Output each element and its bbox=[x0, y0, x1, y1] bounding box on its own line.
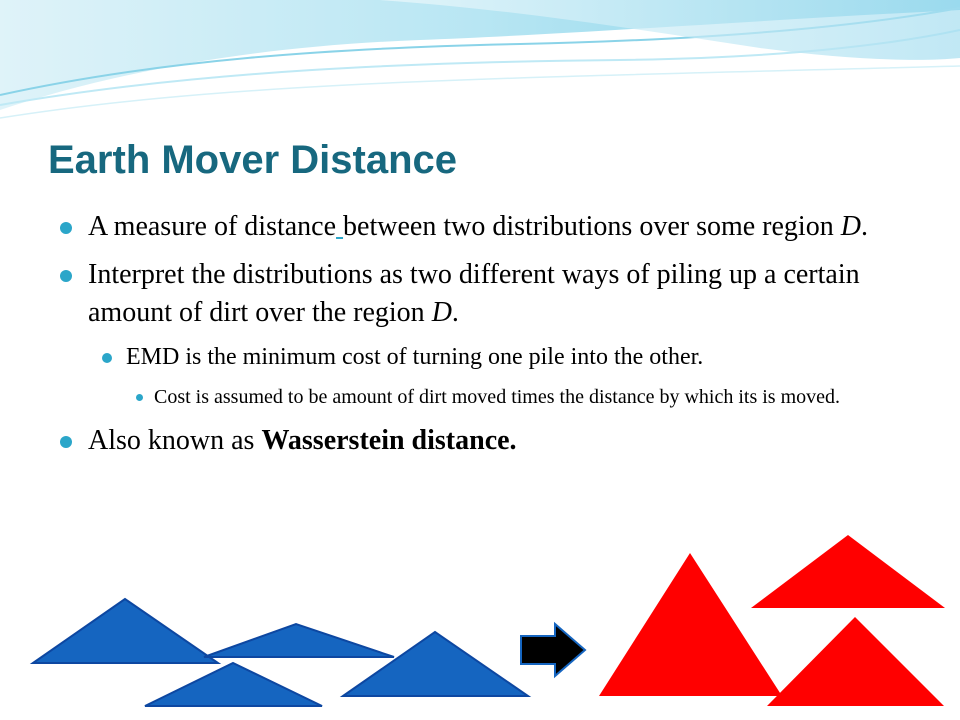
bullet-item bbox=[60, 208, 910, 246]
bullet-dot-icon bbox=[60, 436, 72, 448]
bullet-text-continued: between two distributions over some region bbox=[343, 211, 841, 242]
blue-pile-triangle bbox=[33, 599, 218, 663]
bullet-dot-icon bbox=[60, 222, 72, 234]
sub-bullet-item bbox=[60, 340, 910, 374]
wasserstein-term: Wasserstein distance. bbox=[261, 425, 517, 456]
blue-pile-triangle bbox=[343, 632, 528, 696]
sub-sub-bullet-text: Cost is assumed to be amount of dirt moved times the distance by which its is moved. bbox=[154, 386, 841, 408]
bullet-dot-icon bbox=[136, 394, 143, 401]
bullet-dot-icon bbox=[102, 353, 112, 363]
right-arrow-icon bbox=[521, 624, 585, 676]
bullet-item bbox=[60, 256, 910, 332]
red-pile-triangle bbox=[767, 617, 944, 706]
bullet-list bbox=[60, 208, 910, 470]
bullet-text: Interpret the distributions as two different ways of piling up a certain amount of dirt over the region bbox=[88, 259, 860, 328]
dirt-piles-illustration bbox=[0, 530, 960, 720]
bullet-item bbox=[60, 422, 910, 460]
blue-pile-triangle bbox=[145, 663, 322, 706]
region-variable: D bbox=[431, 297, 452, 328]
region-variable: D bbox=[840, 211, 861, 242]
hyperlink-marker[interactable] bbox=[336, 211, 343, 242]
red-pile-triangle bbox=[751, 535, 945, 608]
wave-header-decoration bbox=[0, 0, 960, 120]
bullet-dot-icon bbox=[60, 270, 72, 282]
slide-title: Earth Mover Distance bbox=[48, 138, 458, 182]
bullet-text: Also known as bbox=[88, 425, 262, 456]
sub-sub-bullet-item bbox=[60, 382, 910, 412]
bullet-tail: . bbox=[451, 297, 459, 328]
blue-pile-triangle bbox=[204, 624, 394, 657]
bullet-tail: . bbox=[860, 211, 868, 242]
sub-bullet-text: EMD is the minimum cost of turning one pile into the other. bbox=[126, 344, 704, 370]
bullet-text: A measure of distance bbox=[88, 211, 337, 242]
red-pile-triangle bbox=[599, 553, 782, 696]
